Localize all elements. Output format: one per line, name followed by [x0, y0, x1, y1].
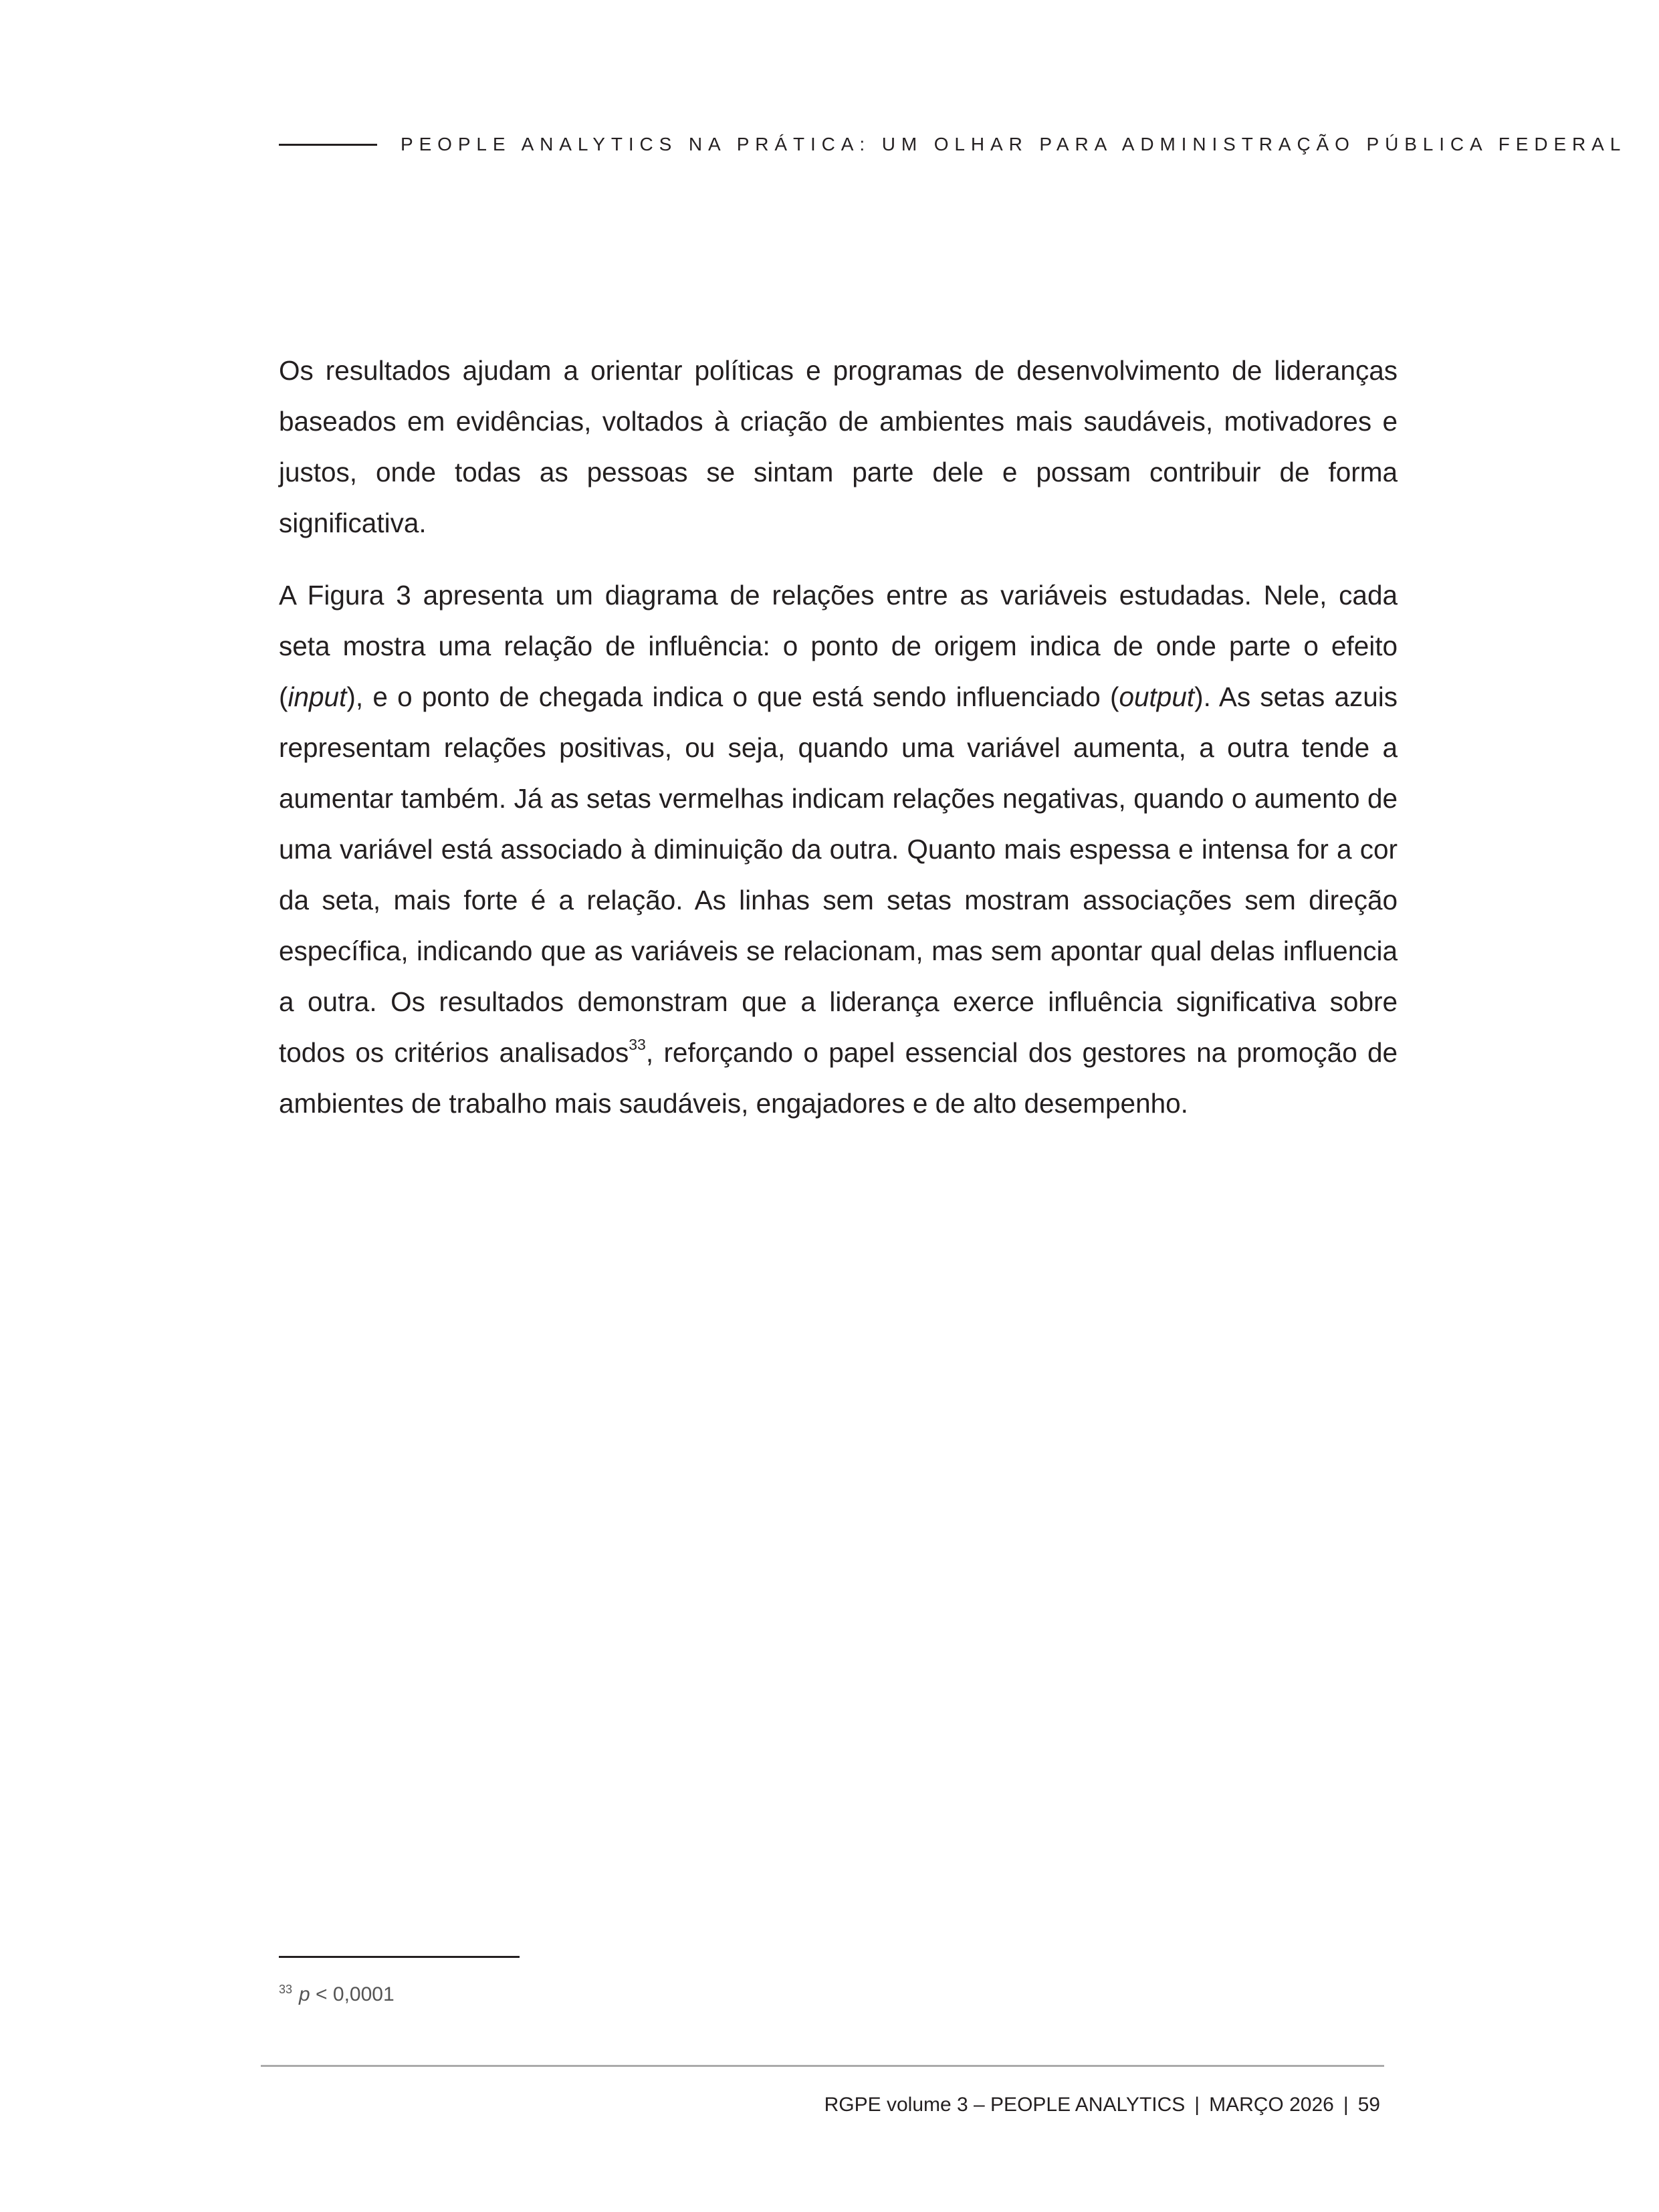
paragraph-2 [279, 570, 1398, 1129]
running-header [279, 131, 1627, 158]
page-number: 59 [1357, 2094, 1380, 2116]
header-rule [279, 144, 377, 146]
footnote-reference[interactable]: 33 [629, 1035, 646, 1053]
input-term: input [288, 681, 347, 712]
footnote-number: 33 [279, 1983, 293, 1996]
paragraph-2-part-4: , reforçando o papel essencial dos gestores na promoção de ambientes de trabalho mais saudáveis, engajadores e de alto desempenho. [279, 1037, 1398, 1119]
paragraph-1: Os resultados ajudam a orientar políticas e programas de desenvolvimento de lideranças baseados em evidências, voltados à criação de ambientes mais saudáveis, motivadores e justos, onde todas as pessoas se sintam parte dele e possam contribuir de forma significativa. [279, 355, 1398, 538]
paragraph-2-part-2: ), e o ponto de chegada indica o que está sendo influenciado ( [346, 681, 1119, 712]
output-term: output [1119, 681, 1195, 712]
paragraph-2-part-1: A Figura 3 apresenta um diagrama de relações entre as variáveis estudadas. Nele, cada seta mostra uma relação de influência: o ponto de origem indica de onde parte o efeito ( [279, 580, 1398, 712]
footnote-variable: p [299, 1983, 310, 2005]
body-text [279, 345, 1398, 1150]
footnote-text: < 0,0001 [310, 1983, 395, 2005]
footer-date: MARÇO 2026 [1209, 2094, 1334, 2116]
footer-rule [261, 2065, 1384, 2067]
page-footer [824, 2092, 1380, 2118]
footer-publication: RGPE volume 3 – PEOPLE ANALYTICS [824, 2094, 1186, 2116]
paragraph-2-part-3: ). As setas azuis representam relações positivas, ou seja, quando uma variável aumenta, a outra tende a aumentar também. Já as setas vermelhas indicam relações negativas, quando o aumento de uma variável está associado à diminuição da outra. Quanto mais espessa e intensa for a cor da seta, mais forte é a relação. As linhas sem setas mostram associações sem direção específica, indicando que as variáveis se relacionam, mas sem apontar qual delas influencia a outra. Os resultados demonstram que a liderança exerce influência significativa sobre todos os critérios analisados [279, 681, 1398, 1068]
footer-separator: | [1194, 2094, 1200, 2116]
footnote [279, 1976, 395, 2008]
footnote-rule [279, 1956, 520, 1958]
footer-separator: | [1343, 2094, 1349, 2116]
header-title: PEOPLE ANALYTICS NA PRÁTICA: UM OLHAR PARA ADMINISTRAÇÃO PÚBLICA FEDERAL [401, 134, 1627, 154]
